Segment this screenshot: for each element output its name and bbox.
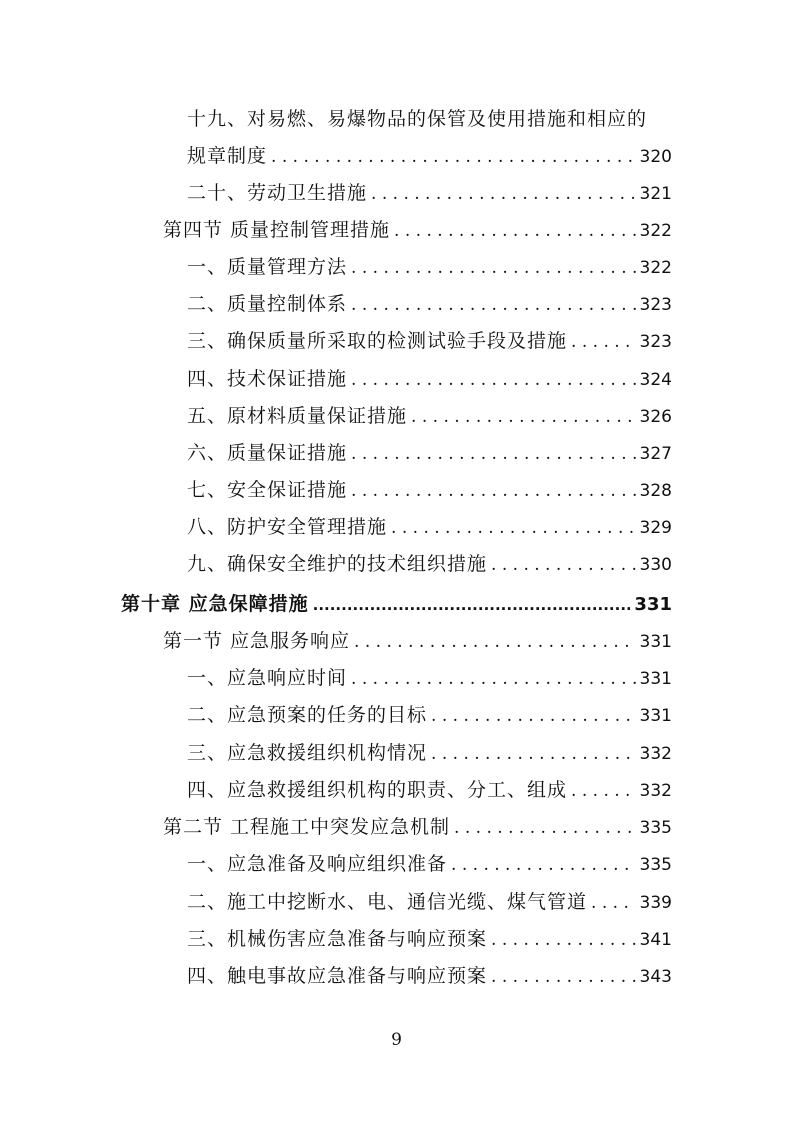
dot-leader — [491, 550, 636, 580]
toc-entry-title: 二、质量控制体系 — [187, 293, 348, 315]
toc-page-number: 331 — [639, 706, 672, 726]
dot-leader — [391, 513, 636, 543]
dot-leader — [431, 739, 636, 769]
toc-entry[interactable] — [187, 178, 672, 208]
toc-entry[interactable] — [187, 738, 672, 768]
toc-section[interactable] — [163, 812, 672, 842]
toc-page-number: 322 — [639, 221, 672, 241]
dot-leader — [371, 179, 636, 209]
toc-entry[interactable] — [187, 549, 672, 579]
toc-entry[interactable] — [187, 475, 672, 505]
toc-page-number: 329 — [639, 518, 672, 538]
toc-page-number: 331 — [634, 594, 672, 615]
dot-leader — [271, 142, 636, 172]
toc-page-number: 332 — [639, 781, 672, 801]
toc-page-number: 335 — [639, 855, 672, 875]
dot-leader — [351, 664, 636, 694]
toc-entry-title: 三、应急救援组织机构情况 — [187, 742, 428, 764]
toc-entry-title: 八、防护安全管理措施 — [187, 516, 388, 538]
toc-entry-title: 二十、劳动卫生措施 — [187, 182, 368, 204]
toc-entry-title: 四、触电事故应急准备与响应预案 — [187, 965, 488, 987]
toc-page-number: 322 — [639, 258, 672, 278]
toc-page-number: 324 — [639, 370, 672, 390]
toc-entry[interactable] — [187, 961, 672, 991]
dot-leader — [351, 290, 636, 320]
toc-entry-title: 六、质量保证措施 — [187, 442, 348, 464]
toc-entry[interactable] — [187, 289, 672, 319]
toc-page-number: 323 — [639, 295, 672, 315]
toc-entry-title: 三、确保质量所采取的检测试验手段及措施 — [187, 330, 568, 352]
dot-leader — [571, 776, 636, 806]
toc-entry-title: 一、质量管理方法 — [187, 256, 348, 278]
toc-entry-title: 二、应急预案的任务的目标 — [187, 704, 428, 726]
toc-section[interactable] — [163, 626, 672, 656]
toc-page-number: 326 — [639, 407, 672, 427]
toc-entry-title: 第四节 质量控制管理措施 — [163, 219, 391, 241]
dot-leader — [454, 813, 636, 843]
toc-page-number: 327 — [639, 444, 672, 464]
toc-page-number: 328 — [639, 481, 672, 501]
toc-entry[interactable] — [187, 438, 672, 468]
toc-section[interactable] — [163, 215, 672, 245]
dot-leader — [351, 476, 636, 506]
dot-leader — [571, 327, 636, 357]
dot-leader — [491, 962, 636, 992]
toc-page-number: 332 — [639, 744, 672, 764]
toc-chapter[interactable] — [121, 589, 672, 619]
toc-page-number: 341 — [639, 930, 672, 950]
dot-leader — [431, 701, 636, 731]
dot-leader — [313, 590, 631, 620]
page-number-footer: 9 — [391, 1030, 402, 1050]
toc-page-number: 343 — [639, 967, 672, 987]
dot-leader — [394, 216, 636, 246]
toc-entry-title: 五、原材料质量保证措施 — [187, 405, 408, 427]
toc-entry-19-line1: 十九、对易燃、易爆物品的保管及使用措施和相应的 — [187, 108, 648, 130]
toc-page-number: 335 — [639, 818, 672, 838]
toc-entry[interactable] — [187, 924, 672, 954]
toc-entry[interactable] — [187, 663, 672, 693]
toc-entry-19-line2[interactable] — [187, 141, 672, 171]
toc-entry-title: 第二节 工程施工中突发应急机制 — [163, 816, 451, 838]
toc-entry-title: 四、应急救援组织机构的职责、分工、组成 — [187, 779, 568, 801]
toc-page-number: 339 — [639, 893, 672, 913]
toc-entry-title: 二、施工中挖断水、电、通信光缆、煤气管道 — [187, 891, 588, 913]
toc-entry-title: 四、技术保证措施 — [187, 368, 348, 390]
toc-page-number: 321 — [639, 184, 672, 204]
dot-leader — [451, 850, 636, 880]
dot-leader — [491, 925, 636, 955]
toc-entry[interactable] — [187, 775, 672, 805]
toc-page-number: 331 — [639, 632, 672, 652]
toc-entry-title: 规章制度 — [187, 145, 268, 167]
toc-entry-title: 七、安全保证措施 — [187, 479, 348, 501]
toc-page-number: 330 — [639, 555, 672, 575]
toc-chapter-title: 第十章 应急保障措施 — [121, 593, 309, 615]
dot-leader — [351, 253, 636, 283]
toc-entry-title: 三、机械伤害应急准备与响应预案 — [187, 928, 488, 950]
toc-entry[interactable] — [187, 252, 672, 282]
toc-entry[interactable] — [187, 326, 672, 356]
toc-entry[interactable] — [187, 401, 672, 431]
dot-leader — [411, 402, 636, 432]
dot-leader — [351, 439, 636, 469]
toc-entry[interactable] — [187, 364, 672, 394]
dot-leader — [354, 627, 636, 657]
toc-entry-title: 一、应急准备及响应组织准备 — [187, 853, 448, 875]
toc-page-number: 320 — [639, 147, 672, 167]
toc-entry-title: 一、应急响应时间 — [187, 667, 348, 689]
toc-entry-title: 九、确保安全维护的技术组织措施 — [187, 553, 488, 575]
dot-leader — [351, 365, 636, 395]
toc-page-number: 323 — [639, 332, 672, 352]
toc-entry-title: 第一节 应急服务响应 — [163, 630, 351, 652]
toc-page-number: 331 — [639, 669, 672, 689]
dot-leader — [591, 888, 636, 918]
toc-entry[interactable] — [187, 512, 672, 542]
toc-entry[interactable] — [187, 849, 672, 879]
toc-entry[interactable] — [187, 887, 672, 917]
toc-entry[interactable] — [187, 700, 672, 730]
